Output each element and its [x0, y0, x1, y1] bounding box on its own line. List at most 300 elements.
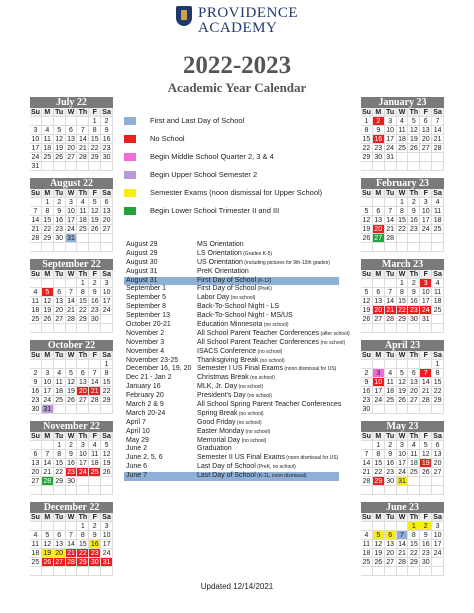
empty-cell	[385, 279, 397, 288]
day-cell: 6	[373, 288, 385, 297]
day-cell: 10	[66, 207, 78, 216]
legend-swatch	[124, 189, 136, 197]
empty-cell	[432, 162, 444, 171]
weekday-label: Th	[77, 189, 89, 198]
day-cell: 5	[89, 198, 101, 207]
weekday-label: Th	[408, 189, 420, 198]
legend-item	[124, 151, 354, 169]
day-cell: 11	[77, 207, 89, 216]
empty-cell	[408, 324, 420, 333]
event-text: Semester II US Final Exams (noon dismissal for US)	[197, 454, 339, 462]
weekday-label: Sa	[432, 108, 444, 117]
month-grid	[361, 189, 444, 252]
day-cell: 26	[54, 153, 66, 162]
weekday-label: Th	[77, 513, 89, 522]
weekday-label: Su	[30, 514, 40, 521]
weekday-label: W	[66, 108, 78, 117]
day-cell: 5	[42, 531, 54, 540]
day-cell: 3	[77, 441, 89, 450]
weekday-label: M	[373, 432, 385, 441]
empty-cell	[361, 279, 373, 288]
day-cell: 25	[54, 396, 66, 405]
school-logo	[172, 4, 302, 44]
empty-cell	[30, 441, 42, 450]
day-cell: 14	[42, 459, 54, 468]
empty-cell	[42, 486, 54, 495]
empty-cell	[420, 486, 432, 495]
day-cell: 8	[361, 126, 373, 135]
day-cell: 28	[397, 558, 409, 567]
day-cell: 27	[373, 315, 385, 324]
event-date: June 7	[126, 472, 148, 480]
day-cell: 13	[101, 207, 113, 216]
day-cell: 6	[420, 117, 432, 126]
empty-cell	[30, 117, 42, 126]
empty-cell	[385, 486, 397, 495]
month-grid	[30, 189, 113, 252]
weekday-label: Tu	[54, 108, 66, 117]
event-date: November 2	[126, 329, 165, 337]
weekday-label: Th	[408, 108, 420, 117]
day-cell: 11	[408, 450, 420, 459]
empty-cell	[432, 405, 444, 414]
weekday-label: Tu	[54, 513, 66, 522]
weekday-label: M	[42, 351, 54, 360]
day-cell: 18	[30, 306, 42, 315]
day-cell: 23	[89, 306, 101, 315]
event-date: September 1	[126, 285, 167, 293]
day-cell: 27	[54, 315, 66, 324]
day-cell: 2	[385, 441, 397, 450]
day-cell: 4	[432, 198, 444, 207]
day-cell: 26	[361, 234, 373, 243]
day-cell: 4	[361, 531, 373, 540]
event-note: (no school)	[237, 384, 264, 391]
month-right-5	[361, 502, 444, 576]
empty-cell	[408, 567, 420, 576]
day-cell: 14	[77, 135, 89, 144]
day-cell: 21	[432, 135, 444, 144]
day-cell: 21	[89, 387, 101, 396]
day-cell: 31	[420, 315, 432, 324]
month-header: July 22	[30, 97, 113, 108]
event-text: Memorial Day (no school)	[197, 436, 267, 444]
day-cell: 13	[408, 378, 420, 387]
empty-cell	[373, 360, 385, 369]
day-cell: 13	[385, 540, 397, 549]
day-cell: 18	[42, 144, 54, 153]
empty-cell	[89, 324, 101, 333]
day-cell: 17	[397, 459, 409, 468]
weekday-label: Sa	[101, 513, 113, 522]
day-cell: 17	[77, 459, 89, 468]
day-cell: 12	[101, 450, 113, 459]
day-cell: 16	[66, 459, 78, 468]
empty-cell	[361, 522, 373, 531]
day-cell: 30	[373, 153, 385, 162]
day-cell: 2	[101, 117, 113, 126]
day-cell: 10	[397, 450, 409, 459]
legend-item	[124, 187, 354, 205]
day-cell: 3	[101, 279, 113, 288]
legend-label: Begin Upper School Semester 2	[150, 170, 258, 179]
day-cell: 24	[397, 468, 409, 477]
weekday-label: W	[66, 270, 78, 279]
day-cell: 30	[30, 405, 42, 414]
day-cell: 9	[89, 531, 101, 540]
day-cell: 16	[89, 540, 101, 549]
day-cell: 7	[361, 450, 373, 459]
day-cell: 30	[101, 153, 113, 162]
event-date: September 8	[126, 303, 167, 311]
day-cell: 23	[89, 549, 101, 558]
day-cell: 1	[54, 441, 66, 450]
event-row	[124, 303, 339, 312]
empty-cell	[54, 486, 66, 495]
weekday-label: W	[397, 513, 409, 522]
day-cell: 1	[42, 198, 54, 207]
day-cell: 22	[89, 144, 101, 153]
weekday-label: Tu	[385, 108, 397, 117]
day-cell: 26	[408, 144, 420, 153]
empty-cell	[54, 360, 66, 369]
weekday-label: Tu	[385, 189, 397, 198]
event-text: All School Parent Teacher Conferences (no school)	[197, 338, 346, 346]
weekday-label: M	[373, 189, 385, 198]
updated-note: Updated 12/14/2021	[200, 582, 274, 591]
weekday-label: Th	[77, 432, 89, 441]
empty-cell	[42, 522, 54, 531]
day-cell: 28	[66, 558, 78, 567]
empty-cell	[89, 234, 101, 243]
event-row	[124, 401, 342, 410]
day-cell: 19	[420, 459, 432, 468]
day-cell: 29	[432, 396, 444, 405]
empty-cell	[361, 486, 373, 495]
empty-cell	[361, 360, 373, 369]
weekday-label: Su	[361, 514, 371, 521]
empty-cell	[42, 324, 54, 333]
day-cell: 4	[77, 198, 89, 207]
day-cell: 26	[66, 396, 78, 405]
month-header: November 22	[30, 421, 113, 432]
event-row	[124, 419, 339, 428]
day-cell: 15	[432, 378, 444, 387]
day-cell: 21	[66, 306, 78, 315]
day-cell: 7	[42, 450, 54, 459]
empty-cell	[385, 324, 397, 333]
empty-cell	[397, 243, 409, 252]
day-cell: 15	[101, 378, 113, 387]
month-left-1	[30, 178, 113, 252]
empty-cell	[30, 486, 42, 495]
day-cell: 13	[66, 135, 78, 144]
day-cell: 11	[432, 288, 444, 297]
month-grid	[30, 108, 113, 171]
weekday-label: Sa	[101, 270, 113, 279]
day-cell: 11	[30, 297, 42, 306]
empty-cell	[66, 567, 78, 576]
day-cell: 12	[54, 135, 66, 144]
day-cell: 10	[373, 378, 385, 387]
weekday-label: F	[420, 270, 432, 279]
day-cell: 1	[101, 360, 113, 369]
day-cell: 29	[397, 315, 409, 324]
day-cell: 3	[420, 198, 432, 207]
day-cell: 15	[373, 459, 385, 468]
day-cell: 4	[432, 279, 444, 288]
day-cell: 15	[408, 540, 420, 549]
empty-cell	[77, 243, 89, 252]
month-left-4	[30, 421, 113, 495]
weekday-label: M	[42, 189, 54, 198]
day-cell: 25	[397, 144, 409, 153]
event-date: August 29	[126, 249, 158, 257]
empty-cell	[408, 234, 420, 243]
day-cell: 18	[432, 297, 444, 306]
event-date: May 29	[126, 436, 149, 444]
day-cell: 8	[397, 207, 409, 216]
day-cell: 9	[420, 531, 432, 540]
day-cell: 12	[89, 207, 101, 216]
day-cell: 27	[385, 558, 397, 567]
day-cell: 19	[101, 459, 113, 468]
day-cell: 2	[373, 117, 385, 126]
day-cell: 15	[42, 216, 54, 225]
event-date: November 23-25	[126, 356, 179, 364]
day-cell: 22	[408, 549, 420, 558]
event-text: Back-To-School Night - LS	[197, 303, 280, 311]
empty-cell	[101, 243, 113, 252]
event-date: April 7	[126, 418, 146, 426]
day-cell: 1	[373, 441, 385, 450]
empty-cell	[30, 243, 42, 252]
month-left-3	[30, 340, 113, 414]
month-header: April 23	[361, 340, 444, 351]
day-cell: 7	[66, 288, 78, 297]
day-cell: 24	[101, 306, 113, 315]
event-text: Spring Break (no school)	[197, 409, 264, 417]
day-cell: 5	[420, 441, 432, 450]
event-text: All School Spring Parent Teacher Conferences	[197, 401, 342, 409]
day-cell: 17	[101, 297, 113, 306]
weekday-label: W	[397, 108, 409, 117]
weekday-label: F	[89, 108, 101, 117]
events-list	[124, 241, 350, 481]
day-cell: 10	[77, 450, 89, 459]
day-cell: 12	[42, 540, 54, 549]
day-cell: 9	[373, 126, 385, 135]
month-left-5	[30, 502, 113, 576]
day-cell: 24	[77, 468, 89, 477]
day-cell: 14	[397, 540, 409, 549]
day-cell: 31	[101, 558, 113, 567]
weekday-label: W	[397, 351, 409, 360]
day-cell: 21	[30, 225, 42, 234]
day-cell: 19	[54, 144, 66, 153]
day-cell: 23	[408, 306, 420, 315]
empty-cell	[432, 234, 444, 243]
event-text: First Day of School (K-12)	[197, 276, 272, 284]
day-cell: 17	[420, 216, 432, 225]
day-cell: 22	[397, 306, 409, 315]
day-cell: 6	[66, 126, 78, 135]
event-date: August 31	[126, 276, 158, 284]
day-cell: 21	[361, 468, 373, 477]
event-note: (no school)	[262, 322, 289, 329]
empty-cell	[385, 522, 397, 531]
day-cell: 20	[54, 549, 66, 558]
event-text: Education Minnesota (no school)	[197, 321, 289, 329]
day-cell: 1	[77, 522, 89, 531]
weekday-label: W	[66, 351, 78, 360]
empty-cell	[30, 522, 42, 531]
day-cell: 27	[408, 396, 420, 405]
day-cell: 23	[408, 225, 420, 234]
weekday-label: W	[397, 189, 409, 198]
event-date: June 6	[126, 463, 148, 471]
empty-cell	[420, 243, 432, 252]
day-cell: 6	[30, 450, 42, 459]
day-cell: 16	[101, 135, 113, 144]
event-row	[124, 383, 339, 392]
weekday-label: Su	[30, 271, 40, 278]
day-cell: 18	[30, 549, 42, 558]
legend-swatch	[124, 153, 136, 161]
day-cell: 25	[432, 225, 444, 234]
month-grid	[30, 270, 113, 333]
day-cell: 19	[66, 387, 78, 396]
day-cell: 27	[373, 234, 385, 243]
empty-cell	[77, 405, 89, 414]
day-cell: 2	[54, 198, 66, 207]
day-cell: 14	[432, 126, 444, 135]
empty-cell	[54, 567, 66, 576]
empty-cell	[397, 234, 409, 243]
month-header: January 23	[361, 97, 444, 108]
empty-cell	[101, 567, 113, 576]
event-note: (no school)	[244, 428, 271, 435]
day-cell: 25	[432, 306, 444, 315]
day-cell: 19	[89, 216, 101, 225]
month-grid	[30, 432, 113, 495]
day-cell: 3	[385, 117, 397, 126]
day-cell: 12	[420, 450, 432, 459]
day-cell: 27	[432, 468, 444, 477]
empty-cell	[373, 243, 385, 252]
day-cell: 31	[385, 153, 397, 162]
weekday-label: M	[373, 513, 385, 522]
day-cell: 7	[385, 288, 397, 297]
day-cell: 18	[77, 216, 89, 225]
day-cell: 18	[54, 387, 66, 396]
event-row	[124, 321, 339, 330]
day-cell: 31	[30, 162, 42, 171]
event-text: President's Day (no school)	[197, 392, 272, 400]
day-cell: 12	[66, 378, 78, 387]
day-cell: 14	[385, 297, 397, 306]
month-header: August 22	[30, 178, 113, 189]
empty-cell	[397, 567, 409, 576]
day-cell: 24	[420, 306, 432, 315]
event-note: (no school)	[258, 357, 285, 364]
empty-cell	[101, 162, 113, 171]
day-cell: 10	[420, 207, 432, 216]
event-date: December 16, 19, 20	[126, 365, 192, 373]
day-cell: 28	[30, 234, 42, 243]
empty-cell	[77, 324, 89, 333]
legend-swatch	[124, 135, 136, 143]
day-cell: 17	[373, 387, 385, 396]
weekday-label: F	[89, 513, 101, 522]
event-note: (noon dismissal for US)	[284, 455, 339, 462]
weekday-label: Sa	[101, 351, 113, 360]
page-title: 2022-2023	[182, 52, 292, 79]
empty-cell	[101, 315, 113, 324]
day-cell: 31	[42, 405, 54, 414]
day-cell: 21	[385, 306, 397, 315]
day-cell: 4	[89, 441, 101, 450]
event-date: April 10	[126, 427, 150, 435]
weekday-label: Sa	[101, 432, 113, 441]
legend-item	[124, 205, 354, 223]
event-date: Dec 21 - Jan 2	[126, 374, 172, 382]
event-row	[124, 437, 339, 446]
day-cell: 14	[385, 216, 397, 225]
day-cell: 26	[89, 225, 101, 234]
day-cell: 22	[42, 225, 54, 234]
weekday-label: M	[42, 108, 54, 117]
empty-cell	[54, 405, 66, 414]
day-cell: 4	[54, 369, 66, 378]
event-text: Christmas Break (no school)	[197, 374, 275, 382]
day-cell: 22	[101, 387, 113, 396]
event-row	[124, 472, 339, 481]
day-cell: 16	[89, 297, 101, 306]
day-cell: 29	[77, 558, 89, 567]
day-cell: 20	[101, 216, 113, 225]
day-cell: 17	[30, 144, 42, 153]
day-cell: 30	[361, 405, 373, 414]
day-cell: 19	[408, 135, 420, 144]
day-cell: 11	[361, 540, 373, 549]
event-date: January 16	[126, 383, 161, 391]
day-cell: 23	[420, 549, 432, 558]
day-cell: 6	[54, 288, 66, 297]
event-text: MS Orientation	[197, 241, 244, 248]
empty-cell	[89, 486, 101, 495]
event-text: Labor Day (no school)	[197, 294, 256, 302]
day-cell: 23	[361, 396, 373, 405]
empty-cell	[373, 279, 385, 288]
empty-cell	[66, 279, 78, 288]
empty-cell	[397, 486, 409, 495]
empty-cell	[420, 162, 432, 171]
empty-cell	[30, 567, 42, 576]
day-cell: 25	[361, 558, 373, 567]
day-cell: 6	[385, 531, 397, 540]
day-cell: 25	[30, 558, 42, 567]
event-row	[124, 294, 339, 303]
event-text: US Orientation (including pictures for 9th-12th grades)	[197, 258, 330, 266]
day-cell: 23	[66, 468, 78, 477]
event-row	[124, 454, 339, 463]
day-cell: 24	[101, 549, 113, 558]
day-cell: 22	[432, 387, 444, 396]
legend-label: No School	[150, 134, 185, 143]
day-cell: 3	[432, 522, 444, 531]
day-cell: 26	[420, 468, 432, 477]
